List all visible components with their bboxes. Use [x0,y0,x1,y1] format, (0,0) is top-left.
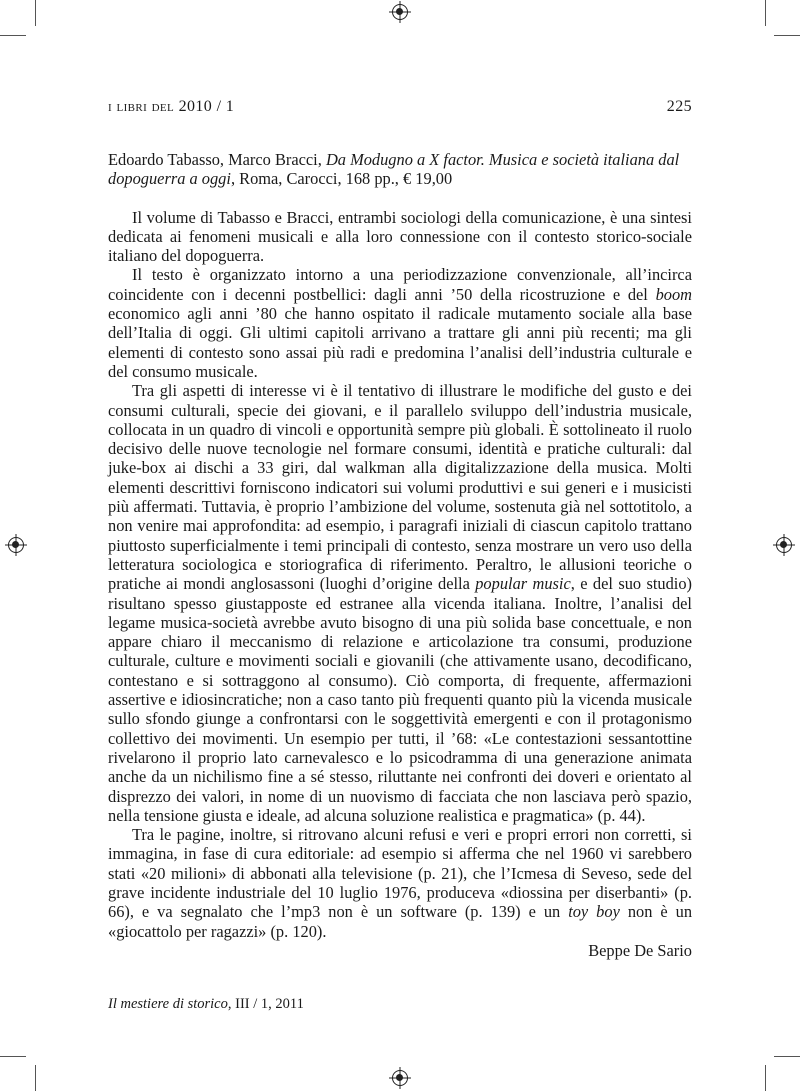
body-paragraph [108,825,692,941]
crop-mark [0,1056,26,1057]
review-body [108,208,692,941]
citation-publisher: , Roma, Carocci, 168 pp., € 19,00 [230,169,453,189]
body-paragraph [108,208,692,266]
italic-term: boom [655,284,692,304]
registration-mark-icon [392,4,408,20]
registration-mark-icon [776,537,792,553]
paragraph-text: Il volume di Tabasso e Bracci, entrambi sociologi della comunicazione, è una sintesi dedicata ai fenomeni musicali e alla loro connessione con il contesto storico-sociale italiano del dopoguerra. [108,207,692,266]
book-citation [108,150,692,189]
crop-mark [35,0,36,26]
paragraph-text: Tra gli aspetti di interesse vi è il tentativo di illustrare le modifiche del gusto e dei consumi culturali, specie dei giovani, e il parallelo sviluppo dell’industria musicale, collocata in un quadro di vincoli e opportunità sempre più globali. È sottolineato il ruolo decisivo delle nuove tecnologie nel formare consumi, identità e pratiche culturali: dal juke-box ai dischi a 33 giri, dal walkman alla digitalizzazione della musica. Molti elementi descrittivi forniscono indicatori sui volumi produttivi e sui generi e i musicisti più affermati. Tuttavia, è proprio l’ambizione del volume, sostenuta già nel sottotitolo, a non venire mai approfondita: ad esempio, i paragrafi iniziali di ciascun capitolo trattano piuttosto superficialmente i temi principali di contesto, senza mostrare un vero uso della letteratura sociologica e storiografica di riferimento. Peraltro, le allusioni teoriche o pratiche ai mondi anglosassoni (luoghi d’origine della [108,381,692,594]
journal-footer [108,996,304,1013]
paragraph-text: , e del suo studio) risultano spesso giustapposte ed estranee alla vicenda italiana. Inoltre, l’analisi del legame musica-società avrebbe avuto bisogno di una più solida base concettuale, e non appare chiaro il meccanismo di relazione e articolazione tra consumi, produzione culturale, culture e movimenti sociali e giovanili (che attivamente usano, decodificano, contestano e si sottraggono al consumo). Ciò comporta, di frequente, affermazioni assertive e idiosincratiche; non a caso tanto più frequenti quanto più la vicenda musicale sullo sfondo giunge a confrontarsi con le soggettività emergenti e con il protagonismo collettivo dei movimenti. Un esempio per tutti, il ’68: «Le contestazioni sessantottine rivelarono il proprio lato carnevalesco e lo psicodramma di una generazione animata anche da un nichilismo fine a sé stesso, riluttante nei confronti dei doveri e orientato al disprezzo dei valori, in nome di un nuovismo di facciata che non lasciava però spazio, nella tensione giusta e ideale, ad alcuna soluzione realistica e pragmatica» (p. 44). [108,574,693,825]
journal-name: Il mestiere di storico [108,996,228,1012]
crop-mark [765,1065,766,1091]
body-paragraph [108,381,692,825]
journal-issue: , III / 1, 2011 [227,996,304,1012]
review-author: Beppe De Sario [588,940,692,960]
paragraph-text: economico agli anni ’80 che hanno ospitato il radicale mutamento sociale alla base dell’Italia di oggi. Gli ultimi capitoli arrivano a trattare gli anni più recenti; ma gli elementi di contesto sono assai più radi e predomina l’analisi dell’industria culturale e del consumo musicale. [108,304,692,381]
registration-mark-icon [8,537,24,553]
crop-mark [35,1065,36,1091]
crop-mark [774,35,800,36]
crop-mark [765,0,766,26]
citation-title: Da Modugno a X factor. Musica e società italiana dal dopoguerra a oggi [108,150,680,189]
paragraph-text: Il testo è organizzato intorno a una periodizzazione convenzionale, all’incirca coincidente con i decenni postbellici: dagli anni ’50 della ricostruzione e del [108,265,692,304]
italic-term: toy boy [568,902,620,922]
crop-mark [774,1056,800,1057]
body-paragraph [108,265,692,381]
paragraph-text: Tra le pagine, inoltre, si ritrovano alcuni refusi e veri e propri errori non corretti, si immagina, in fase di cura editoriale: ad esempio si afferma che nel 1960 vi sarebbero stati «20 milioni» di abbonati alla televisione (p. 21), che l’Icmesa di Seveso, sede del grave incidente industriale del 10 luglio 1976, produceva «diossina per diserbanti» (p. 66), e va segnalato che l’mp3 non è un software (p. 139) e un [108,825,692,922]
citation-authors: Edoardo Tabasso, Marco Bracci, [108,150,326,169]
crop-mark [0,35,26,36]
review-content [108,150,692,960]
paragraph-text: non è un «giocattolo per ragazzi» (p. 120). [108,902,693,941]
running-head-title: i libri del 2010 / 1 [108,98,235,115]
registration-mark-icon [392,1070,408,1086]
running-head [108,98,692,116]
italic-term: popular music [475,574,571,594]
page-number: 225 [666,98,692,115]
